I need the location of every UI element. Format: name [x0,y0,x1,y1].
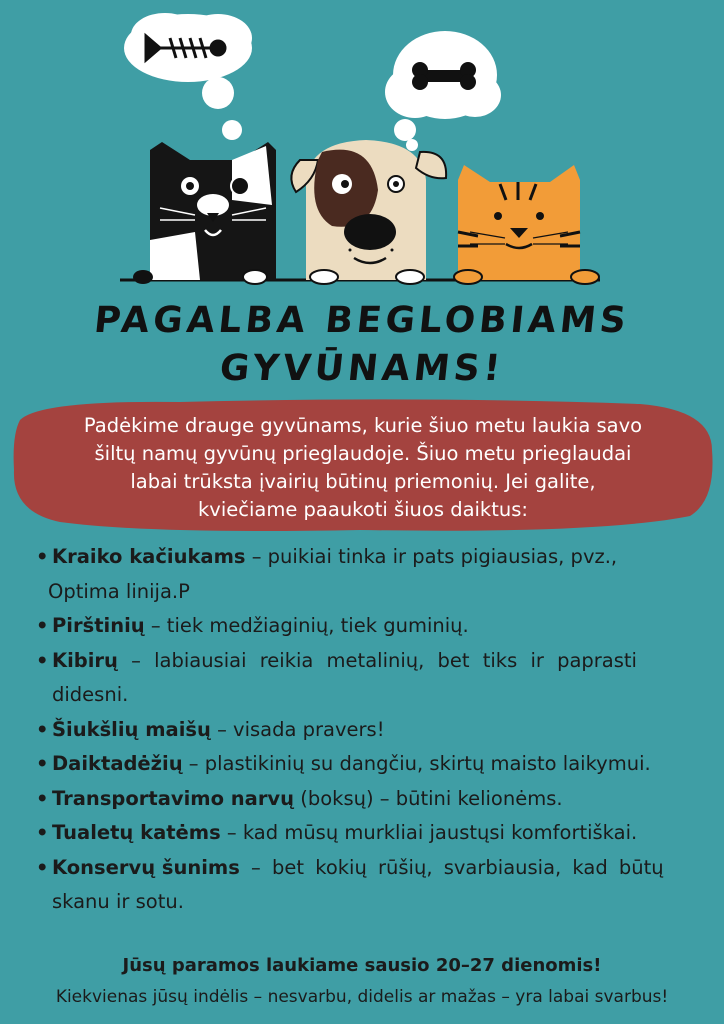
item-text: – labiausiai reikia metalinių, bet tiks ir paprasti [117,648,637,672]
item-text: – plastikinių su dangčiu, skirtų maisto laikymui. [182,752,651,775]
item-name: Daiktadėžių [52,752,183,775]
item-text-wrap: skanu ir sotu. [52,890,184,913]
thank-you-note: Kiekvienas jūsų indėlis – nesvarbu, didelis ar mažas – yra labai svarbus! [55,987,669,1007]
page-title-line2: GYVŪNAMS! [217,348,507,389]
item-text: – kad mūsų murkliai jaustųsi komfortiškai. [220,821,638,844]
item-text-wrap: didesni. [52,683,129,706]
item-text-wrap: Optima linija.P [48,579,190,603]
item-name: Šiukšlių maišų [52,717,211,741]
intro-line: labai trūksta įvairių būtinų priemonių. Jei galite, [130,470,596,493]
list-item [30,644,710,713]
page-title-line1: PAGALBA BEGLOBIAMS [92,300,632,341]
item-name: Kraiko kačiukams [52,545,246,568]
item-text: – tiek medžiaginių, tiek guminių. [144,614,469,637]
intro-line: kviečiame paaukoti šiuos daiktus: [198,498,528,521]
item-name: Tualetų katėms [52,821,221,844]
list-item [30,816,710,851]
list-item [30,609,710,644]
item-text: – visada pravers! [210,717,385,741]
list-item [30,782,710,817]
collection-dates: Jūsų paramos laukiame sausio 20–27 dienomis! [122,955,602,976]
list-item [30,851,710,920]
item-name: Pirštinių [52,614,145,637]
intro-line: šiltų namų gyvūnų prieglaudoje. Šiuo metu prieglaudai [94,442,632,465]
item-text: (boksų) – būtini kelionėms. [294,786,563,810]
item-name: Konservų šunims [52,855,240,879]
item-text: – bet kokių rūšių, svarbiausia, kad būtų [239,855,664,879]
intro-line: Padėkime drauge gyvūnams, kurie šiuo metu laukia savo [83,414,643,437]
intro-text [28,412,698,524]
item-text: – puikiai tinka ir pats pigiausias, pvz., [245,545,618,568]
list-item [30,747,710,782]
list-item [30,713,710,748]
item-name: Transportavimo narvų [52,786,295,810]
list-item [30,540,710,609]
donation-list [30,540,710,920]
item-name: Kibirų [52,648,118,672]
